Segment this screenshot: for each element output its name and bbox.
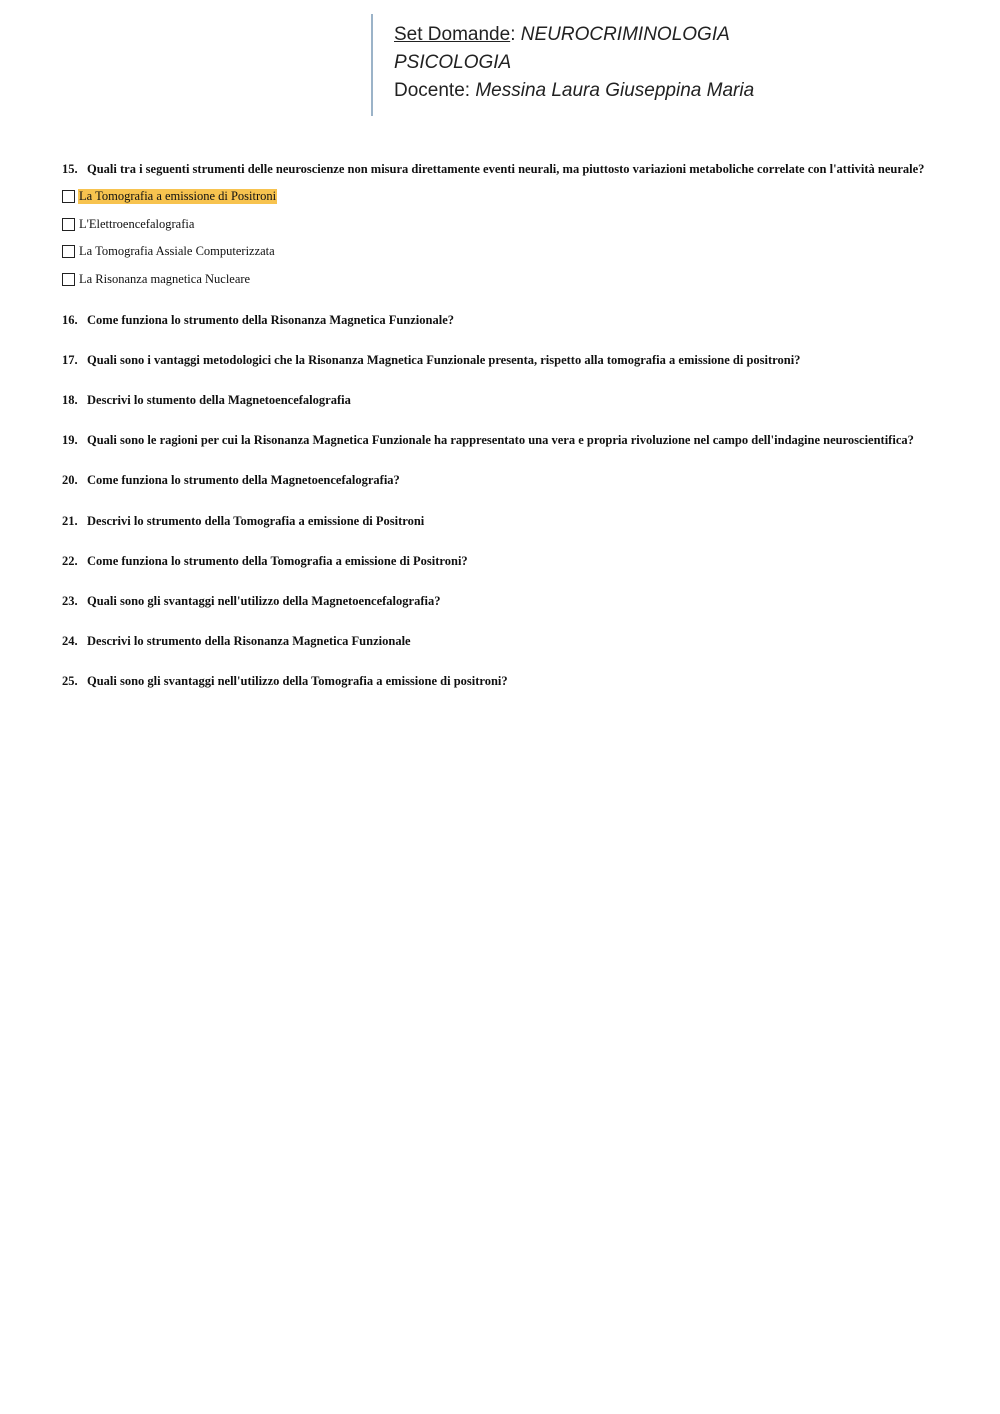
question-22 [62,554,468,569]
option-checkbox[interactable] [62,245,75,258]
question-text: Descrivi lo stumento della Magnetoencefalografia [87,393,351,407]
question-18 [62,393,351,408]
answer-option-2[interactable] [62,216,195,232]
question-text: Quali tra i seguenti strumenti delle neuroscienze non misura direttamente eventi neurali, ma piuttosto variazioni metaboliche correlate con l'attività neurale? [87,162,925,176]
question-number: 20. [62,473,78,487]
docente-label: Docente: [394,80,471,101]
set-domande-label: Set Domande [394,24,511,45]
question-number: 15. [62,162,78,176]
set-domande-colon: : [510,24,516,45]
option-checkbox[interactable] [62,190,75,203]
question-text: Quali sono gli svantaggi nell'utilizzo della Tomografia a emissione di positroni? [87,674,508,688]
question-text: Quali sono le ragioni per cui la Risonanza Magnetica Funzionale ha rappresentato una vera e propria rivoluzione nel campo dell'indagine neuroscientifica? [87,433,914,447]
document-header [371,14,891,116]
question-text: Come funziona lo strumento della Tomografia a emissione di Positroni? [87,554,468,568]
question-number: 19. [62,433,78,447]
answer-option-4[interactable] [62,271,251,287]
question-number: 17. [62,353,78,367]
question-text: Descrivi lo strumento della Risonanza Magnetica Funzionale [87,634,411,648]
question-text: Come funziona lo strumento della Magnetoencefalografia? [87,473,400,487]
answer-option-1[interactable] [62,188,277,204]
question-text: Quali sono i vantaggi metodologici che la Risonanza Magnetica Funzionale presenta, rispetto alla tomografia a emissione di positroni? [87,353,801,367]
question-text: Quali sono gli svantaggi nell'utilizzo della Magnetoencefalografia? [87,594,441,608]
question-17 [62,353,800,368]
docente-value: Messina Laura Giuseppina Maria [475,80,755,101]
question-number: 21. [62,514,78,528]
question-text: Come funziona lo strumento della Risonanza Magnetica Funzionale? [87,313,455,327]
question-number: 22. [62,554,78,568]
question-15 [62,162,924,177]
option-label: L'Elettroencefalografia [79,216,195,231]
question-number: 23. [62,594,78,608]
docente-line [394,77,891,105]
question-16 [62,313,454,328]
question-number: 25. [62,674,78,688]
question-20 [62,473,400,488]
question-23 [62,594,440,609]
question-number: 24. [62,634,78,648]
option-label-highlighted: La Tomografia a emissione di Positroni [79,188,277,203]
set-domande-value: NEUROCRIMINOLOGIA [520,24,730,45]
answer-option-3[interactable] [62,243,276,259]
option-label: La Tomografia Assiale Computerizzata [79,243,275,258]
option-checkbox[interactable] [62,273,75,286]
question-19 [62,433,914,448]
question-25 [62,674,508,689]
question-24 [62,634,411,649]
question-number: 16. [62,313,78,327]
set-domande-line [394,21,891,49]
question-text: Descrivi lo strumento della Tomografia a emissione di Positroni [87,514,425,528]
question-21 [62,514,424,529]
set-domande-value-cont: PSICOLOGIA [394,52,512,73]
question-number: 18. [62,393,78,407]
option-label: La Risonanza magnetica Nucleare [79,271,251,286]
option-checkbox[interactable] [62,218,75,231]
